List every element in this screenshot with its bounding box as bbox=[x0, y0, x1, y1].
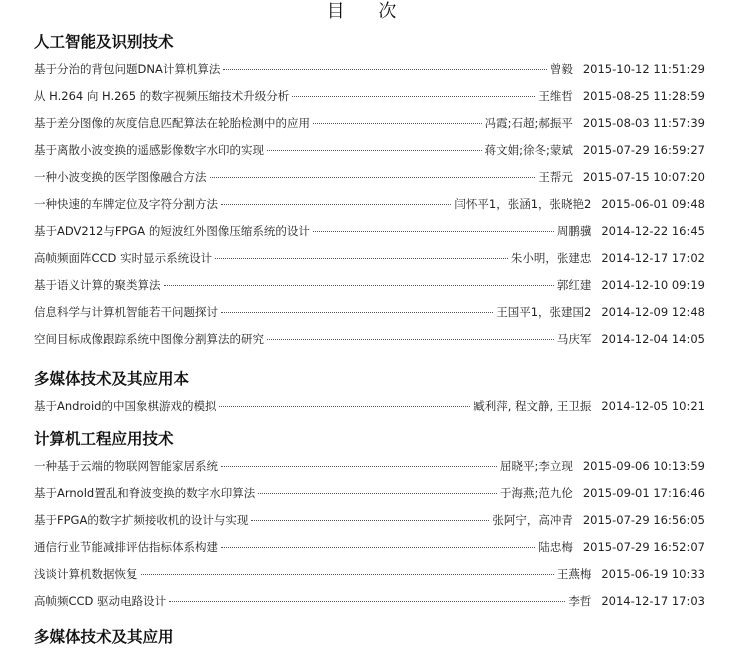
entry-author: 郭红建 bbox=[556, 278, 592, 292]
toc-entry[interactable] bbox=[0, 588, 737, 615]
entry-list bbox=[0, 56, 737, 353]
dot-leader bbox=[215, 258, 508, 259]
dot-leader bbox=[210, 177, 536, 178]
toc-entry[interactable] bbox=[0, 218, 737, 245]
dot-leader bbox=[221, 204, 451, 205]
entry-date: 2015-06-01 09:48 bbox=[601, 197, 705, 211]
dot-leader bbox=[223, 69, 547, 70]
entry-author: 李哲 bbox=[568, 594, 592, 608]
entry-title-link[interactable]: 基于差分图像的灰度信息匹配算法在轮胎检测中的应用 bbox=[34, 116, 310, 130]
dot-leader bbox=[164, 285, 554, 286]
entry-date: 2014-12-09 12:48 bbox=[601, 305, 705, 319]
dot-leader bbox=[313, 231, 554, 232]
entry-author: 朱小明，张建忠 bbox=[510, 251, 592, 265]
entry-title-link[interactable]: 一种快速的车牌定位及字符分割方法 bbox=[34, 197, 218, 211]
entry-title-link[interactable]: 高帧频CCD 驱动电路设计 bbox=[34, 594, 167, 608]
section-heading: 计算机工程应用技术 bbox=[34, 430, 174, 448]
dot-leader bbox=[221, 466, 497, 467]
entry-date: 2015-07-29 16:59:27 bbox=[582, 143, 705, 157]
entry-title-link[interactable]: 基于分治的背包问题DNA计算机算法 bbox=[34, 62, 221, 76]
entry-title-link[interactable]: 基于ADV212与FPGA 的短波红外图像压缩系统的设计 bbox=[34, 224, 310, 238]
entry-title-link[interactable]: 基于语义计算的聚类算法 bbox=[34, 278, 161, 292]
entry-author: 王维哲 bbox=[538, 89, 573, 103]
section-heading: 多媒体技术及其应用本 bbox=[34, 370, 190, 388]
dot-leader bbox=[219, 406, 470, 407]
dot-leader bbox=[169, 601, 565, 602]
entry-date: 2014-12-17 17:02 bbox=[601, 251, 705, 265]
dot-leader bbox=[313, 123, 482, 124]
entry-author: 闫怀平1，张涵1，张晓艳2 bbox=[454, 197, 592, 211]
entry-author: 马庆军 bbox=[556, 332, 592, 346]
toc-entry[interactable] bbox=[0, 480, 737, 507]
entry-list bbox=[0, 393, 737, 420]
toc-entry[interactable] bbox=[0, 191, 737, 218]
dot-leader bbox=[258, 493, 497, 494]
entry-date: 2015-06-19 10:33 bbox=[601, 567, 705, 581]
entry-author: 于海燕;范九伦 bbox=[499, 486, 573, 500]
entry-date: 2015-09-06 10:13:59 bbox=[582, 459, 705, 473]
dot-leader bbox=[267, 339, 554, 340]
entry-author: 屈晓平;李立现 bbox=[499, 459, 573, 473]
toc-section bbox=[0, 624, 737, 651]
entry-date: 2015-08-03 11:57:39 bbox=[582, 116, 705, 130]
toc-entry[interactable] bbox=[0, 299, 737, 326]
entry-author: 臧利萍, 程文静, 王卫振 bbox=[473, 399, 592, 413]
entry-date: 2014-12-17 17:03 bbox=[601, 594, 705, 608]
toc-section bbox=[0, 29, 737, 353]
entry-list bbox=[0, 453, 737, 615]
entry-date: 2015-09-01 17:16:46 bbox=[582, 486, 705, 500]
dot-leader bbox=[267, 150, 482, 151]
toc-entry[interactable] bbox=[0, 534, 737, 561]
entry-author: 张阿宁，高冲青 bbox=[492, 513, 573, 527]
entry-title-link[interactable]: 空间目标成像跟踪系统中图像分割算法的研究 bbox=[34, 332, 264, 346]
entry-date: 2014-12-05 10:21 bbox=[601, 399, 705, 413]
toc-section bbox=[0, 366, 737, 420]
entry-author: 周鹏骥 bbox=[556, 224, 592, 238]
dot-leader bbox=[141, 574, 554, 575]
entry-date: 2015-08-25 11:28:59 bbox=[582, 89, 705, 103]
entry-author: 蒋文娟;徐冬;蒙斌 bbox=[484, 143, 573, 157]
toc-entry[interactable] bbox=[0, 83, 737, 110]
entry-title-link[interactable]: 基于Android的中国象棋游戏的模拟 bbox=[34, 399, 217, 413]
entry-title-link[interactable]: 信息科学与计算机智能若干问题探讨 bbox=[34, 305, 218, 319]
toc-entry[interactable] bbox=[0, 56, 737, 83]
toc-entry[interactable] bbox=[0, 245, 737, 272]
toc-entry[interactable] bbox=[0, 507, 737, 534]
entry-author: 王国平1，张建国2 bbox=[496, 305, 592, 319]
entry-title-link[interactable]: 通信行业节能减排评估指标体系构建 bbox=[34, 540, 218, 554]
toc-entry[interactable] bbox=[0, 393, 737, 420]
entry-author: 冯霞;石超;郝振平 bbox=[484, 116, 573, 130]
entry-title-link[interactable]: 从 H.264 向 H.265 的数字视频压缩技术升级分析 bbox=[34, 89, 290, 103]
entry-date: 2014-12-04 14:05 bbox=[601, 332, 705, 346]
dot-leader bbox=[221, 547, 535, 548]
entry-date: 2015-07-15 10:07:20 bbox=[582, 170, 705, 184]
entry-author: 王燕梅 bbox=[556, 567, 592, 581]
toc-entry[interactable] bbox=[0, 561, 737, 588]
dot-leader bbox=[292, 96, 535, 97]
entry-title-link[interactable]: 高帧频面阵CCD 实时显示系统设计 bbox=[34, 251, 213, 265]
entry-date: 2014-12-10 09:19 bbox=[601, 278, 705, 292]
entry-title-link[interactable]: 基于离散小波变换的遥感影像数字水印的实现 bbox=[34, 143, 264, 157]
toc-entry[interactable] bbox=[0, 272, 737, 299]
entry-title-link[interactable]: 浅谈计算机数据恢复 bbox=[34, 567, 138, 581]
toc-entry[interactable] bbox=[0, 137, 737, 164]
section-heading: 人工智能及识别技术 bbox=[34, 33, 174, 51]
toc-section bbox=[0, 426, 737, 615]
entry-title-link[interactable]: 一种小波变换的医学图像融合方法 bbox=[34, 170, 207, 184]
toc-entry[interactable] bbox=[0, 453, 737, 480]
entry-author: 陆忠梅 bbox=[538, 540, 573, 554]
toc-entry[interactable] bbox=[0, 326, 737, 353]
page-title: 目 次 bbox=[326, 1, 411, 22]
toc-entry[interactable] bbox=[0, 110, 737, 137]
entry-title-link[interactable]: 基于Arnold置乱和脊波变换的数字水印算法 bbox=[34, 486, 256, 500]
entry-date: 2014-12-22 16:45 bbox=[601, 224, 705, 238]
entry-title-link[interactable]: 一种基于云端的物联网智能家居系统 bbox=[34, 459, 218, 473]
entry-date: 2015-10-12 11:51:29 bbox=[582, 62, 705, 76]
entry-title-link[interactable]: 基于FPGA的数字扩频接收机的设计与实现 bbox=[34, 513, 249, 527]
entry-author: 曾毅 bbox=[549, 62, 573, 76]
entry-author: 王帮元 bbox=[538, 170, 573, 184]
dot-leader bbox=[251, 520, 489, 521]
dot-leader bbox=[221, 312, 493, 313]
section-heading: 多媒体技术及其应用 bbox=[34, 628, 174, 646]
toc-entry[interactable] bbox=[0, 164, 737, 191]
entry-date: 2015-07-29 16:56:05 bbox=[582, 513, 705, 527]
entry-date: 2015-07-29 16:52:07 bbox=[582, 540, 705, 554]
